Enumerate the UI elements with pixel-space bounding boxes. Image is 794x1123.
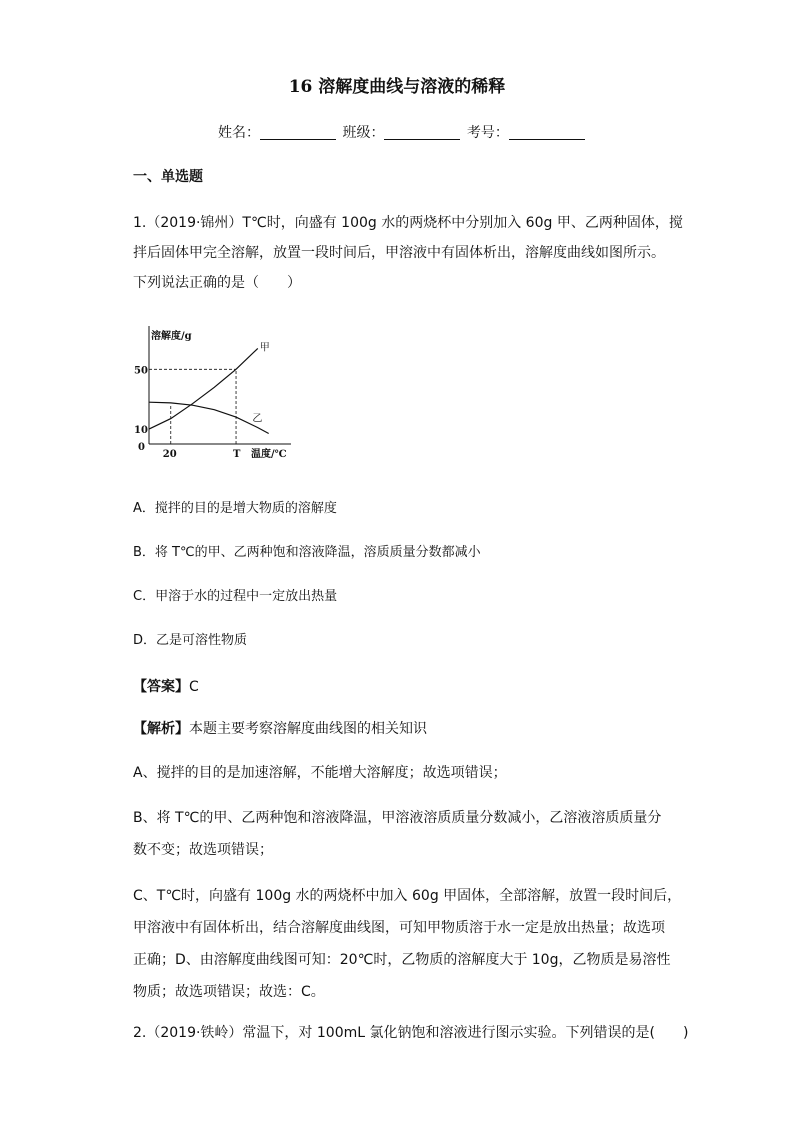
analysis-c-line-4: 物质；故选项错误；故选：C。 bbox=[133, 984, 325, 1000]
option-b: B．将 T℃的甲、乙两种饱和溶液降温，溶质质量分数都减小 bbox=[133, 545, 481, 560]
name-label: 姓名： bbox=[218, 125, 260, 141]
page-title: 16 溶解度曲线与溶液的稀释 bbox=[288, 77, 506, 97]
analysis-option-b bbox=[133, 802, 673, 866]
question-2-stem: 2.（2019·铁岭）常温下，对 100mL 氯化钠饱和溶液进行图示实验。下列错误的是( ) bbox=[133, 1025, 689, 1041]
analysis-c-line-2: 甲溶液中有固体析出，结合溶解度曲线图，可知甲物质溶于水一定是放出热量；故选项 bbox=[133, 920, 665, 936]
section-heading: 一、单选题 bbox=[133, 169, 203, 185]
student-info-line bbox=[218, 122, 587, 142]
x-axis-label: 温度/℃ bbox=[251, 449, 287, 460]
analysis-c-line-1: C、T℃时，向盛有 100g 水的两烧杯中加入 60g 甲固体，全部溶解，放置一段时间后， bbox=[133, 888, 682, 904]
series-yi-line bbox=[149, 402, 269, 433]
series-yi-label: 乙 bbox=[252, 413, 263, 425]
exam-number-blank[interactable] bbox=[509, 125, 585, 140]
analysis-option-c bbox=[133, 880, 682, 1008]
option-a: A．搅拌的目的是增大物质的溶解度 bbox=[133, 501, 337, 516]
series-jia-label: 甲 bbox=[259, 342, 270, 354]
analysis-tag: 【解析】 bbox=[133, 721, 189, 737]
name-blank[interactable] bbox=[260, 125, 336, 140]
class-blank[interactable] bbox=[384, 125, 460, 140]
analysis-option-a: A、搅拌的目的是加速溶解，不能增大溶解度；故选项错误； bbox=[133, 765, 507, 781]
class-label: 班级： bbox=[342, 125, 385, 141]
analysis-b-line-1: B、将 T℃的甲、乙两种饱和溶液降温，甲溶液溶质质量分数减小，乙溶液溶质质量分 bbox=[133, 810, 662, 826]
y-axis-label: 溶解度/g bbox=[151, 331, 192, 342]
answer-line bbox=[133, 676, 199, 696]
analysis-intro-line bbox=[133, 714, 673, 744]
question-1-line-1: 1.（2019·锦州）T℃时，向盛有 100g 水的两烧杯中分别加入 60g 甲、乙两种固体，搅 bbox=[133, 215, 683, 231]
option-d: D．乙是可溶性物质 bbox=[133, 633, 248, 648]
solubility-chart bbox=[130, 322, 300, 462]
origin-label: 0 bbox=[138, 442, 145, 453]
analysis-c-line-3: 正确；D、由溶解度曲线图可知：20℃时，乙物质的溶解度大于 10g，乙物质是易溶性 bbox=[133, 952, 671, 968]
answer-value: C bbox=[189, 679, 199, 695]
question-1-line-2: 拌后固体甲完全溶解，放置一段时间后，甲溶液中有固体析出，溶解度曲线如图所示。 bbox=[133, 245, 665, 261]
question-1-stem bbox=[133, 208, 683, 298]
exam-number-label: 考号： bbox=[466, 125, 509, 141]
answer-tag: 【答案】 bbox=[133, 679, 189, 695]
y-tick-50: 50 bbox=[134, 365, 148, 377]
analysis-intro: 本题主要考察溶解度曲线图的相关知识 bbox=[189, 721, 427, 737]
x-tick-20: 20 bbox=[162, 449, 177, 460]
x-tick-T: T bbox=[233, 449, 241, 460]
series-jia-line bbox=[149, 348, 258, 429]
y-tick-10: 10 bbox=[134, 425, 148, 437]
analysis-b-line-2: 数不变；故选项错误； bbox=[133, 842, 273, 858]
option-c: C．甲溶于水的过程中一定放出热量 bbox=[133, 589, 338, 604]
question-1-line-3: 下列说法正确的是（ ） bbox=[133, 275, 301, 291]
